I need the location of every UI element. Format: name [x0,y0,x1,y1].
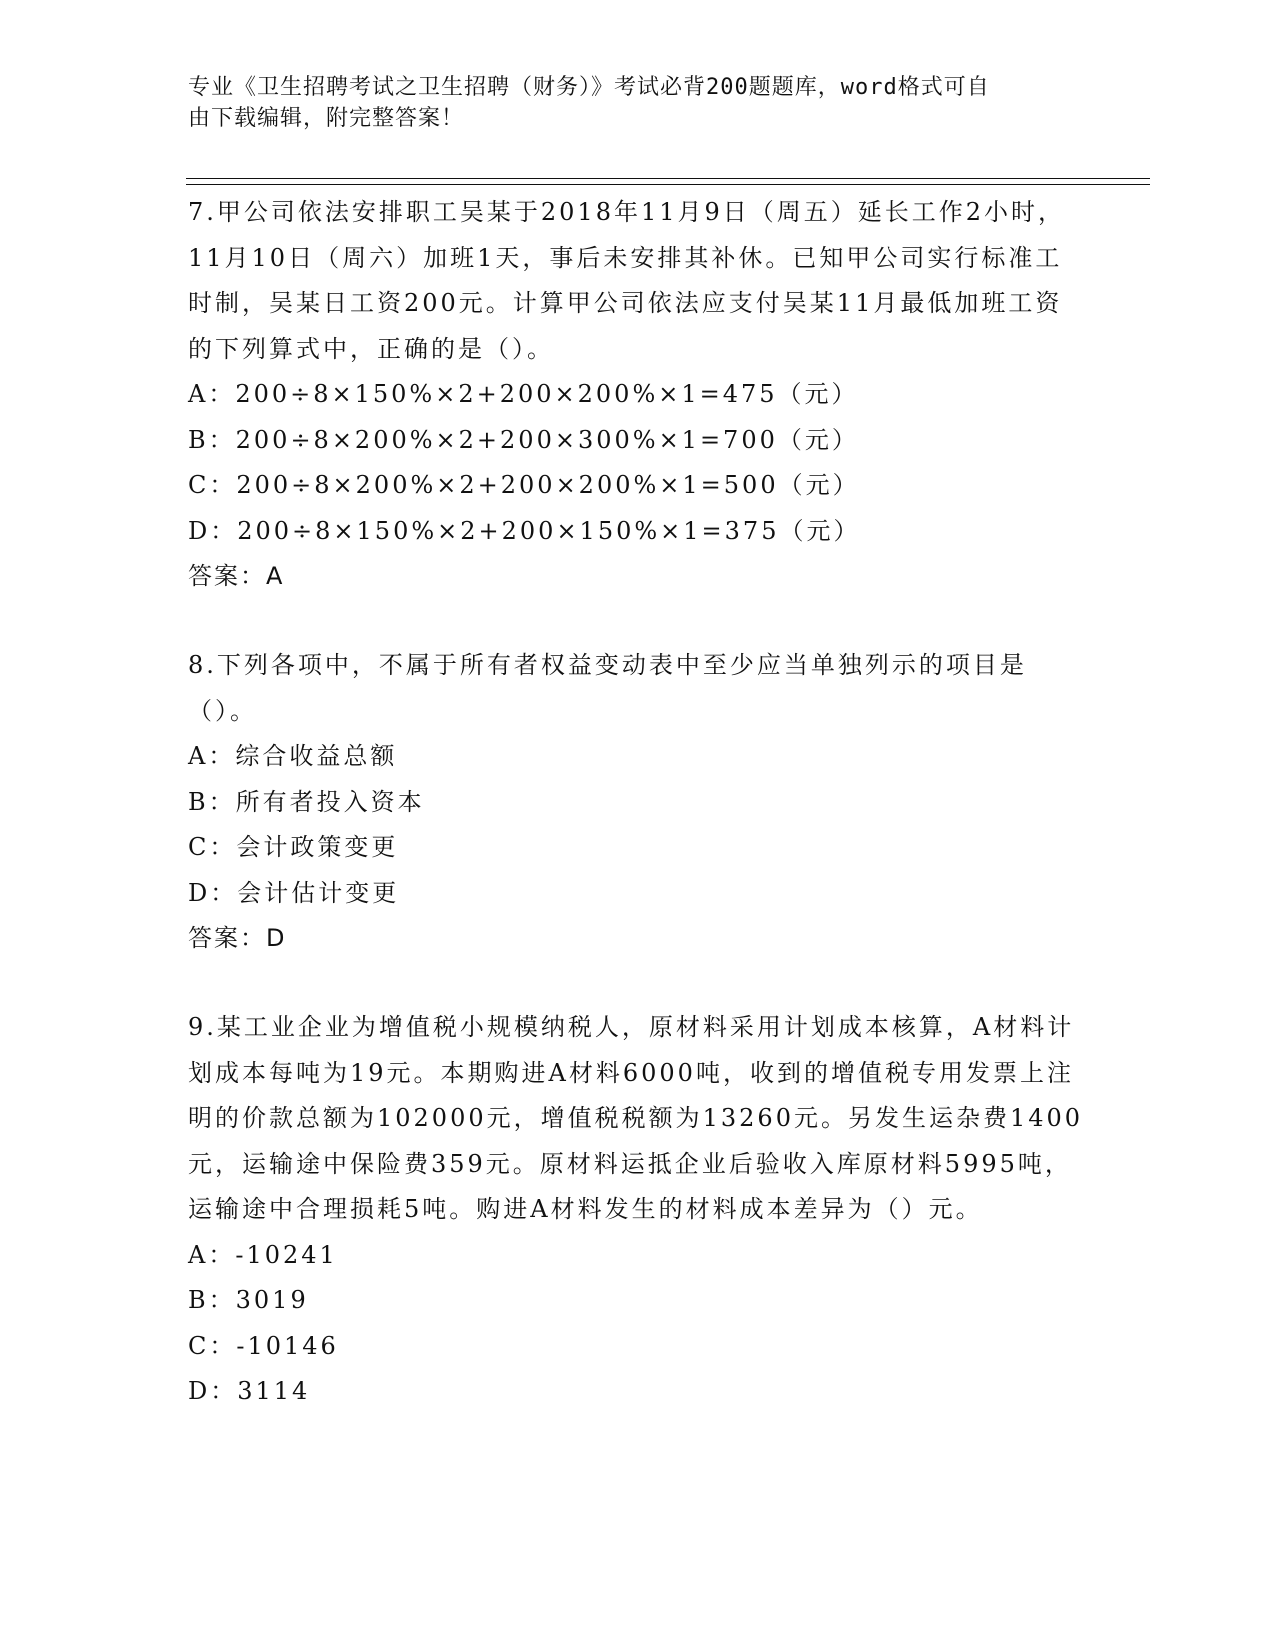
option-a: A：200÷8×150%×2+200×200%×1=475（元） [188,380,859,408]
header-line-1: 专业《卫生招聘考试之卫生招聘（财务）》考试必背200题题库，word格式可自 [188,75,990,100]
option-c: C：-10146 [188,1331,339,1360]
question-text: 8.下列各项中，不属于所有者权益变动表中至少应当单独列示的项目是（）。 [188,651,1027,725]
question-text: 7.甲公司依法安排职工吴某于2018年11月9日（周五）延长工作2小时，11月10日（周六）加班1天，事后未安排其补休。已知甲公司实行标准工时制，吴某日工资200元。计算甲公司依法应支付吴某11月最低加班工资的下列算式中，正确的是（）。 [188,198,1066,363]
option-b: B：所有者投入资本 [188,787,425,816]
option-d: D：会计估计变更 [188,878,400,907]
document-header [188,72,1068,134]
option-d: D：3114 [188,1377,311,1405]
option-a: A：综合收益总额 [188,742,398,770]
option-c: C：200÷8×200%×2+200×200%×1=500（元） [188,471,860,499]
option-b: B：200÷8×200%×2+200×300%×1=700（元） [188,425,859,454]
question-spacer [188,599,1088,643]
option-a: A：-10241 [188,1240,338,1269]
option-b: B：3019 [188,1286,309,1314]
question-9 [188,1005,1088,1415]
header-line-2: 由下载编辑，附完整答案！ [188,106,465,131]
header-divider-top [186,178,1150,179]
option-c: C：会计政策变更 [188,833,399,861]
header-divider-bottom [186,184,1150,185]
question-8 [188,643,1088,961]
question-spacer [188,961,1088,1005]
answer: 答案：A [188,562,285,590]
question-text: 9.某工业企业为增值税小规模纳税人，原材料采用计划成本核算，A材料计划成本每吨为19元。本期购进A材料6000吨，收到的增值税专用发票上注明的价款总额为102000元，增值税税额为13260元。另发生运杂费1400元，运输途中保险费359元。原材料运抵企业后验收入库原材料5995吨，运输途中合理损耗5吨。购进A材料发生的材料成本差异为（）元。 [188,1013,1084,1223]
answer: 答案：D [188,924,287,952]
option-d: D：200÷8×150%×2+200×150%×1=375（元） [188,516,861,545]
question-7 [188,190,1088,599]
question-list [188,190,1088,1415]
